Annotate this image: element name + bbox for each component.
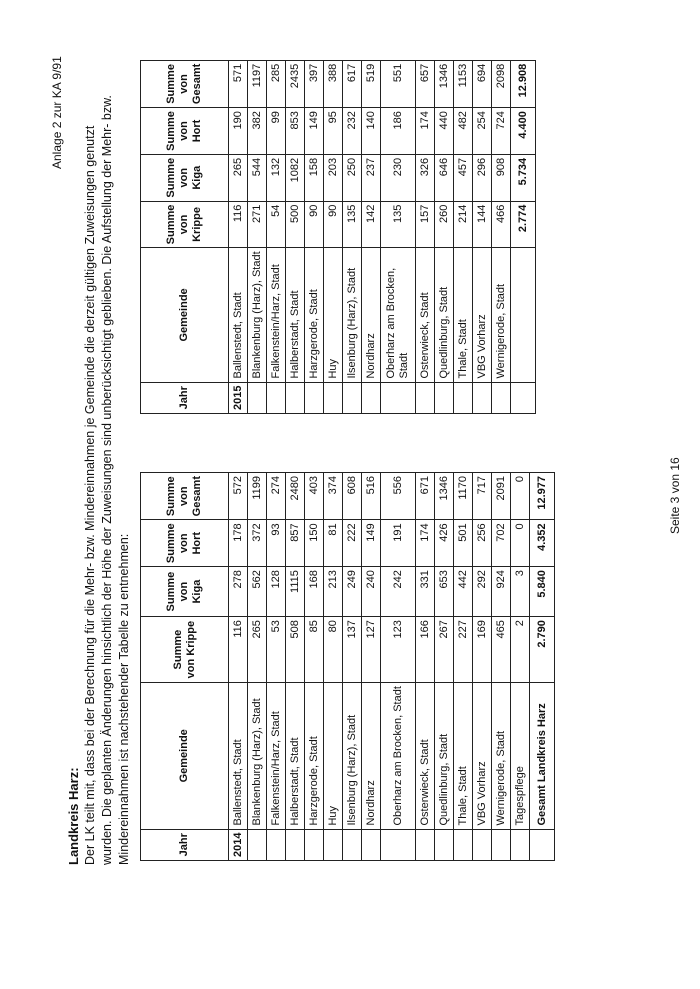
krippe-cell: 227 <box>454 617 473 683</box>
hort-cell: 149 <box>362 520 381 567</box>
total-label <box>511 248 536 382</box>
kiga-cell: 562 <box>248 567 267 617</box>
table-2014 <box>140 472 555 861</box>
hort-cell: 372 <box>248 520 267 567</box>
gesamt-cell: 519 <box>362 60 381 107</box>
kiga-cell: 265 <box>229 154 248 201</box>
kiga-cell: 237 <box>362 154 381 201</box>
kiga-cell: 544 <box>248 154 267 201</box>
hort-cell: 190 <box>229 108 248 155</box>
krippe-cell: 137 <box>343 617 362 683</box>
year-cell <box>362 382 381 413</box>
table-row <box>362 473 381 861</box>
hort-cell: 140 <box>362 108 381 155</box>
year-cell <box>492 382 511 413</box>
hort-cell: 853 <box>286 108 305 155</box>
hort-cell: 426 <box>435 520 454 567</box>
header-krippe: Summe von Krippe <box>141 201 229 248</box>
krippe-cell: 135 <box>343 201 362 248</box>
year-cell <box>381 382 416 413</box>
table-row <box>454 60 473 413</box>
kiga-cell: 240 <box>362 567 381 617</box>
gemeinde-cell: Falkenstein/Harz, Stadt <box>267 248 286 382</box>
table-row <box>362 60 381 413</box>
total-hort: 4.352 <box>530 520 555 567</box>
year-cell <box>416 382 435 413</box>
kiga-cell: 653 <box>435 567 454 617</box>
krippe-cell: 80 <box>324 617 343 683</box>
table-row <box>435 60 454 413</box>
gemeinde-cell: Nordharz <box>362 683 381 829</box>
krippe-cell: 267 <box>435 617 454 683</box>
kiga-cell: 250 <box>343 154 362 201</box>
gesamt-cell: 1170 <box>454 473 473 520</box>
gemeinde-cell: Quedlinburg, Stadt <box>435 683 454 829</box>
gemeinde-cell: Nordharz <box>362 248 381 382</box>
hort-cell: 0 <box>511 520 530 567</box>
header-kiga: Summe von Kiga <box>141 154 229 201</box>
kiga-cell: 457 <box>454 154 473 201</box>
gemeinde-cell: Wernigerode, Stadt <box>492 248 511 382</box>
gemeinde-cell: VBG Vorharz <box>473 248 492 382</box>
gemeinde-cell: Huy <box>324 248 343 382</box>
year-cell <box>530 829 555 860</box>
annex-label: Anlage 2 zur KA 9/91 <box>50 56 64 169</box>
hort-cell: 232 <box>343 108 362 155</box>
year-cell <box>511 382 536 413</box>
gesamt-cell: 571 <box>229 60 248 107</box>
hort-cell: 99 <box>267 108 286 155</box>
hort-cell: 186 <box>381 108 416 155</box>
gesamt-cell: 608 <box>343 473 362 520</box>
hort-cell: 857 <box>286 520 305 567</box>
krippe-cell: 127 <box>362 617 381 683</box>
table-row <box>229 60 248 413</box>
krippe-cell: 466 <box>492 201 511 248</box>
gemeinde-cell: Osterwieck, Stadt <box>416 248 435 382</box>
year-cell <box>248 382 267 413</box>
total-row <box>511 60 536 413</box>
gemeinde-cell: Ilsenburg (Harz), Stadt <box>343 683 362 829</box>
gesamt-cell: 556 <box>381 473 416 520</box>
gesamt-cell: 694 <box>473 60 492 107</box>
krippe-cell: 2 <box>511 617 530 683</box>
gemeinde-cell: Falkenstein/Harz, Stadt <box>267 683 286 829</box>
year-cell <box>492 829 511 860</box>
hort-cell: 93 <box>267 520 286 567</box>
year-cell <box>381 829 416 860</box>
krippe-cell: 116 <box>229 201 248 248</box>
krippe-cell: 144 <box>473 201 492 248</box>
gemeinde-cell: Quedlinburg, Stadt <box>435 248 454 382</box>
year-cell <box>324 829 343 860</box>
krippe-cell: 465 <box>492 617 511 683</box>
year-cell <box>343 382 362 413</box>
year-cell: 2014 <box>229 829 248 860</box>
year-cell <box>473 829 492 860</box>
krippe-cell: 90 <box>324 201 343 248</box>
gesamt-cell: 1346 <box>435 473 454 520</box>
kiga-cell: 168 <box>305 567 324 617</box>
kiga-cell: 249 <box>343 567 362 617</box>
header-gesamt: Summe von Gesamt <box>141 473 229 520</box>
header-gemeinde: Gemeinde <box>141 248 229 382</box>
gesamt-cell: 1197 <box>248 60 267 107</box>
table-row <box>324 473 343 861</box>
header-kiga: Summe von Kiga <box>141 567 229 617</box>
hort-cell: 382 <box>248 108 267 155</box>
table-row <box>381 473 416 861</box>
year-cell <box>343 829 362 860</box>
hort-cell: 149 <box>305 108 324 155</box>
year-cell <box>416 829 435 860</box>
page-number: Seite 3 von 16 <box>668 457 682 534</box>
gemeinde-cell: Halberstadt, Stadt <box>286 683 305 829</box>
gesamt-cell: 657 <box>416 60 435 107</box>
gesamt-cell: 403 <box>305 473 324 520</box>
krippe-cell: 166 <box>416 617 435 683</box>
table-row <box>229 473 248 861</box>
krippe-cell: 85 <box>305 617 324 683</box>
year-cell <box>473 382 492 413</box>
header-jahr: Jahr <box>141 829 229 860</box>
year-cell <box>435 382 454 413</box>
table-row <box>492 473 511 861</box>
table-row <box>286 473 305 861</box>
year-cell <box>305 829 324 860</box>
year-cell <box>248 829 267 860</box>
gesamt-cell: 671 <box>416 473 435 520</box>
hort-cell: 222 <box>343 520 362 567</box>
hort-cell: 95 <box>324 108 343 155</box>
header-gesamt: Summe von Gesamt <box>141 60 229 107</box>
table-row <box>343 60 362 413</box>
year-cell <box>286 382 305 413</box>
hort-cell: 256 <box>473 520 492 567</box>
krippe-cell: 169 <box>473 617 492 683</box>
table-row <box>416 473 435 861</box>
table-row <box>343 473 362 861</box>
table-row <box>248 60 267 413</box>
header-hort: Summe von Hort <box>141 520 229 567</box>
krippe-cell: 116 <box>229 617 248 683</box>
kiga-cell: 296 <box>473 154 492 201</box>
year-cell <box>324 382 343 413</box>
hort-cell: 702 <box>492 520 511 567</box>
gesamt-cell: 551 <box>381 60 416 107</box>
table-row <box>511 473 530 861</box>
krippe-cell: 135 <box>381 201 416 248</box>
table-header-row <box>141 60 229 413</box>
year-cell <box>435 829 454 860</box>
gesamt-cell: 2480 <box>286 473 305 520</box>
kiga-cell: 242 <box>381 567 416 617</box>
gesamt-cell: 572 <box>229 473 248 520</box>
year-cell: 2015 <box>229 382 248 413</box>
table-row <box>381 60 416 413</box>
gesamt-cell: 1199 <box>248 473 267 520</box>
table-row <box>286 60 305 413</box>
kiga-cell: 924 <box>492 567 511 617</box>
gesamt-cell: 2098 <box>492 60 511 107</box>
table-row <box>267 60 286 413</box>
gesamt-cell: 717 <box>473 473 492 520</box>
total-label: Gesamt Landkreis Harz <box>530 683 555 829</box>
hort-cell: 150 <box>305 520 324 567</box>
hort-cell: 178 <box>229 520 248 567</box>
hort-cell: 174 <box>416 520 435 567</box>
hort-cell: 482 <box>454 108 473 155</box>
kiga-cell: 3 <box>511 567 530 617</box>
table-row <box>492 60 511 413</box>
table-body <box>229 60 536 413</box>
total-gesamt: 12.977 <box>530 473 555 520</box>
table-2015 <box>140 60 536 414</box>
krippe-cell: 123 <box>381 617 416 683</box>
table-row <box>416 60 435 413</box>
intro-paragraph: Der LK teilt mit, dass bei der Berechnung für die Mehr- bzw. Mindereinnahmen je Gemeinde die derzeit gültigen Zuweisungen genutzt wurden. Die geplanten Änderungen hinsichtlich der Höhe der Zuweisungen sind unberücksichtigt geblieben. Die Aufstellung der Mehr- bzw. Mindereinnahmen ist nachstehender Tabelle zu entnehmen: <box>83 95 131 865</box>
gemeinde-cell: Oberharz am Brocken, Stadt <box>381 248 416 382</box>
kiga-cell: 203 <box>324 154 343 201</box>
kiga-cell: 158 <box>305 154 324 201</box>
kiga-cell: 132 <box>267 154 286 201</box>
gemeinde-cell: Ilsenburg (Harz), Stadt <box>343 248 362 382</box>
gemeinde-cell: Wernigerode, Stadt <box>492 683 511 829</box>
gemeinde-cell: Harzgerode, Stadt <box>305 248 324 382</box>
kiga-cell: 326 <box>416 154 435 201</box>
gemeinde-cell: Harzgerode, Stadt <box>305 683 324 829</box>
gesamt-cell: 2091 <box>492 473 511 520</box>
gemeinde-cell: Osterwieck, Stadt <box>416 683 435 829</box>
krippe-cell: 157 <box>416 201 435 248</box>
gesamt-cell: 274 <box>267 473 286 520</box>
total-hort: 4.400 <box>511 108 536 155</box>
total-gesamt: 12.908 <box>511 60 536 107</box>
year-cell <box>362 829 381 860</box>
hort-cell: 174 <box>416 108 435 155</box>
gemeinde-cell: Thale, Stadt <box>454 248 473 382</box>
krippe-cell: 260 <box>435 201 454 248</box>
krippe-cell: 142 <box>362 201 381 248</box>
hort-cell: 191 <box>381 520 416 567</box>
gemeinde-cell: Blankenburg (Harz), Stadt <box>248 683 267 829</box>
table-row <box>324 60 343 413</box>
year-cell <box>267 829 286 860</box>
table-row <box>435 473 454 861</box>
table-body <box>229 473 555 861</box>
kiga-cell: 1082 <box>286 154 305 201</box>
table-row <box>473 60 492 413</box>
year-cell <box>511 829 530 860</box>
krippe-cell: 500 <box>286 201 305 248</box>
hort-cell: 440 <box>435 108 454 155</box>
krippe-cell: 53 <box>267 617 286 683</box>
year-cell <box>305 382 324 413</box>
gemeinde-cell: Thale, Stadt <box>454 683 473 829</box>
kiga-cell: 331 <box>416 567 435 617</box>
table-row <box>473 473 492 861</box>
gesamt-cell: 1346 <box>435 60 454 107</box>
hort-cell: 254 <box>473 108 492 155</box>
header-jahr: Jahr <box>141 382 229 413</box>
krippe-cell: 508 <box>286 617 305 683</box>
gemeinde-cell: Halberstadt, Stadt <box>286 248 305 382</box>
total-krippe: 2.774 <box>511 201 536 248</box>
year-cell <box>286 829 305 860</box>
year-cell <box>267 382 286 413</box>
kiga-cell: 442 <box>454 567 473 617</box>
kiga-cell: 213 <box>324 567 343 617</box>
gesamt-cell: 516 <box>362 473 381 520</box>
gesamt-cell: 2435 <box>286 60 305 107</box>
gemeinde-cell: Blankenburg (Harz), Stadt <box>248 248 267 382</box>
gemeinde-cell: Ballenstedt, Stadt <box>229 683 248 829</box>
krippe-cell: 54 <box>267 201 286 248</box>
hort-cell: 724 <box>492 108 511 155</box>
table-row <box>305 473 324 861</box>
section-heading: Landkreis Harz: <box>66 767 81 865</box>
gesamt-cell: 388 <box>324 60 343 107</box>
kiga-cell: 230 <box>381 154 416 201</box>
table-row <box>248 473 267 861</box>
hort-cell: 501 <box>454 520 473 567</box>
gemeinde-cell: Tagespflege <box>511 683 530 829</box>
header-gemeinde: Gemeinde <box>141 683 229 829</box>
gemeinde-cell: Huy <box>324 683 343 829</box>
header-hort: Summe von Hort <box>141 108 229 155</box>
hort-cell: 81 <box>324 520 343 567</box>
table-row <box>454 473 473 861</box>
gesamt-cell: 1153 <box>454 60 473 107</box>
table-header-row <box>141 473 229 861</box>
table-row <box>305 60 324 413</box>
gemeinde-cell: Oberharz am Brocken, Stadt <box>381 683 416 829</box>
table-row <box>267 473 286 861</box>
krippe-cell: 265 <box>248 617 267 683</box>
krippe-cell: 271 <box>248 201 267 248</box>
total-kiga: 5.734 <box>511 154 536 201</box>
krippe-cell: 90 <box>305 201 324 248</box>
gesamt-cell: 374 <box>324 473 343 520</box>
gesamt-cell: 285 <box>267 60 286 107</box>
gemeinde-cell: Ballenstedt, Stadt <box>229 248 248 382</box>
total-kiga: 5.840 <box>530 567 555 617</box>
gemeinde-cell: VBG Vorharz <box>473 683 492 829</box>
kiga-cell: 128 <box>267 567 286 617</box>
gesamt-cell: 617 <box>343 60 362 107</box>
gesamt-cell: 397 <box>305 60 324 107</box>
kiga-cell: 908 <box>492 154 511 201</box>
header-krippe: Summe von Krippe <box>141 617 229 683</box>
krippe-cell: 214 <box>454 201 473 248</box>
kiga-cell: 278 <box>229 567 248 617</box>
total-row <box>530 473 555 861</box>
total-krippe: 2.790 <box>530 617 555 683</box>
year-cell <box>454 382 473 413</box>
kiga-cell: 646 <box>435 154 454 201</box>
kiga-cell: 292 <box>473 567 492 617</box>
kiga-cell: 1115 <box>286 567 305 617</box>
gesamt-cell: 0 <box>511 473 530 520</box>
year-cell <box>454 829 473 860</box>
